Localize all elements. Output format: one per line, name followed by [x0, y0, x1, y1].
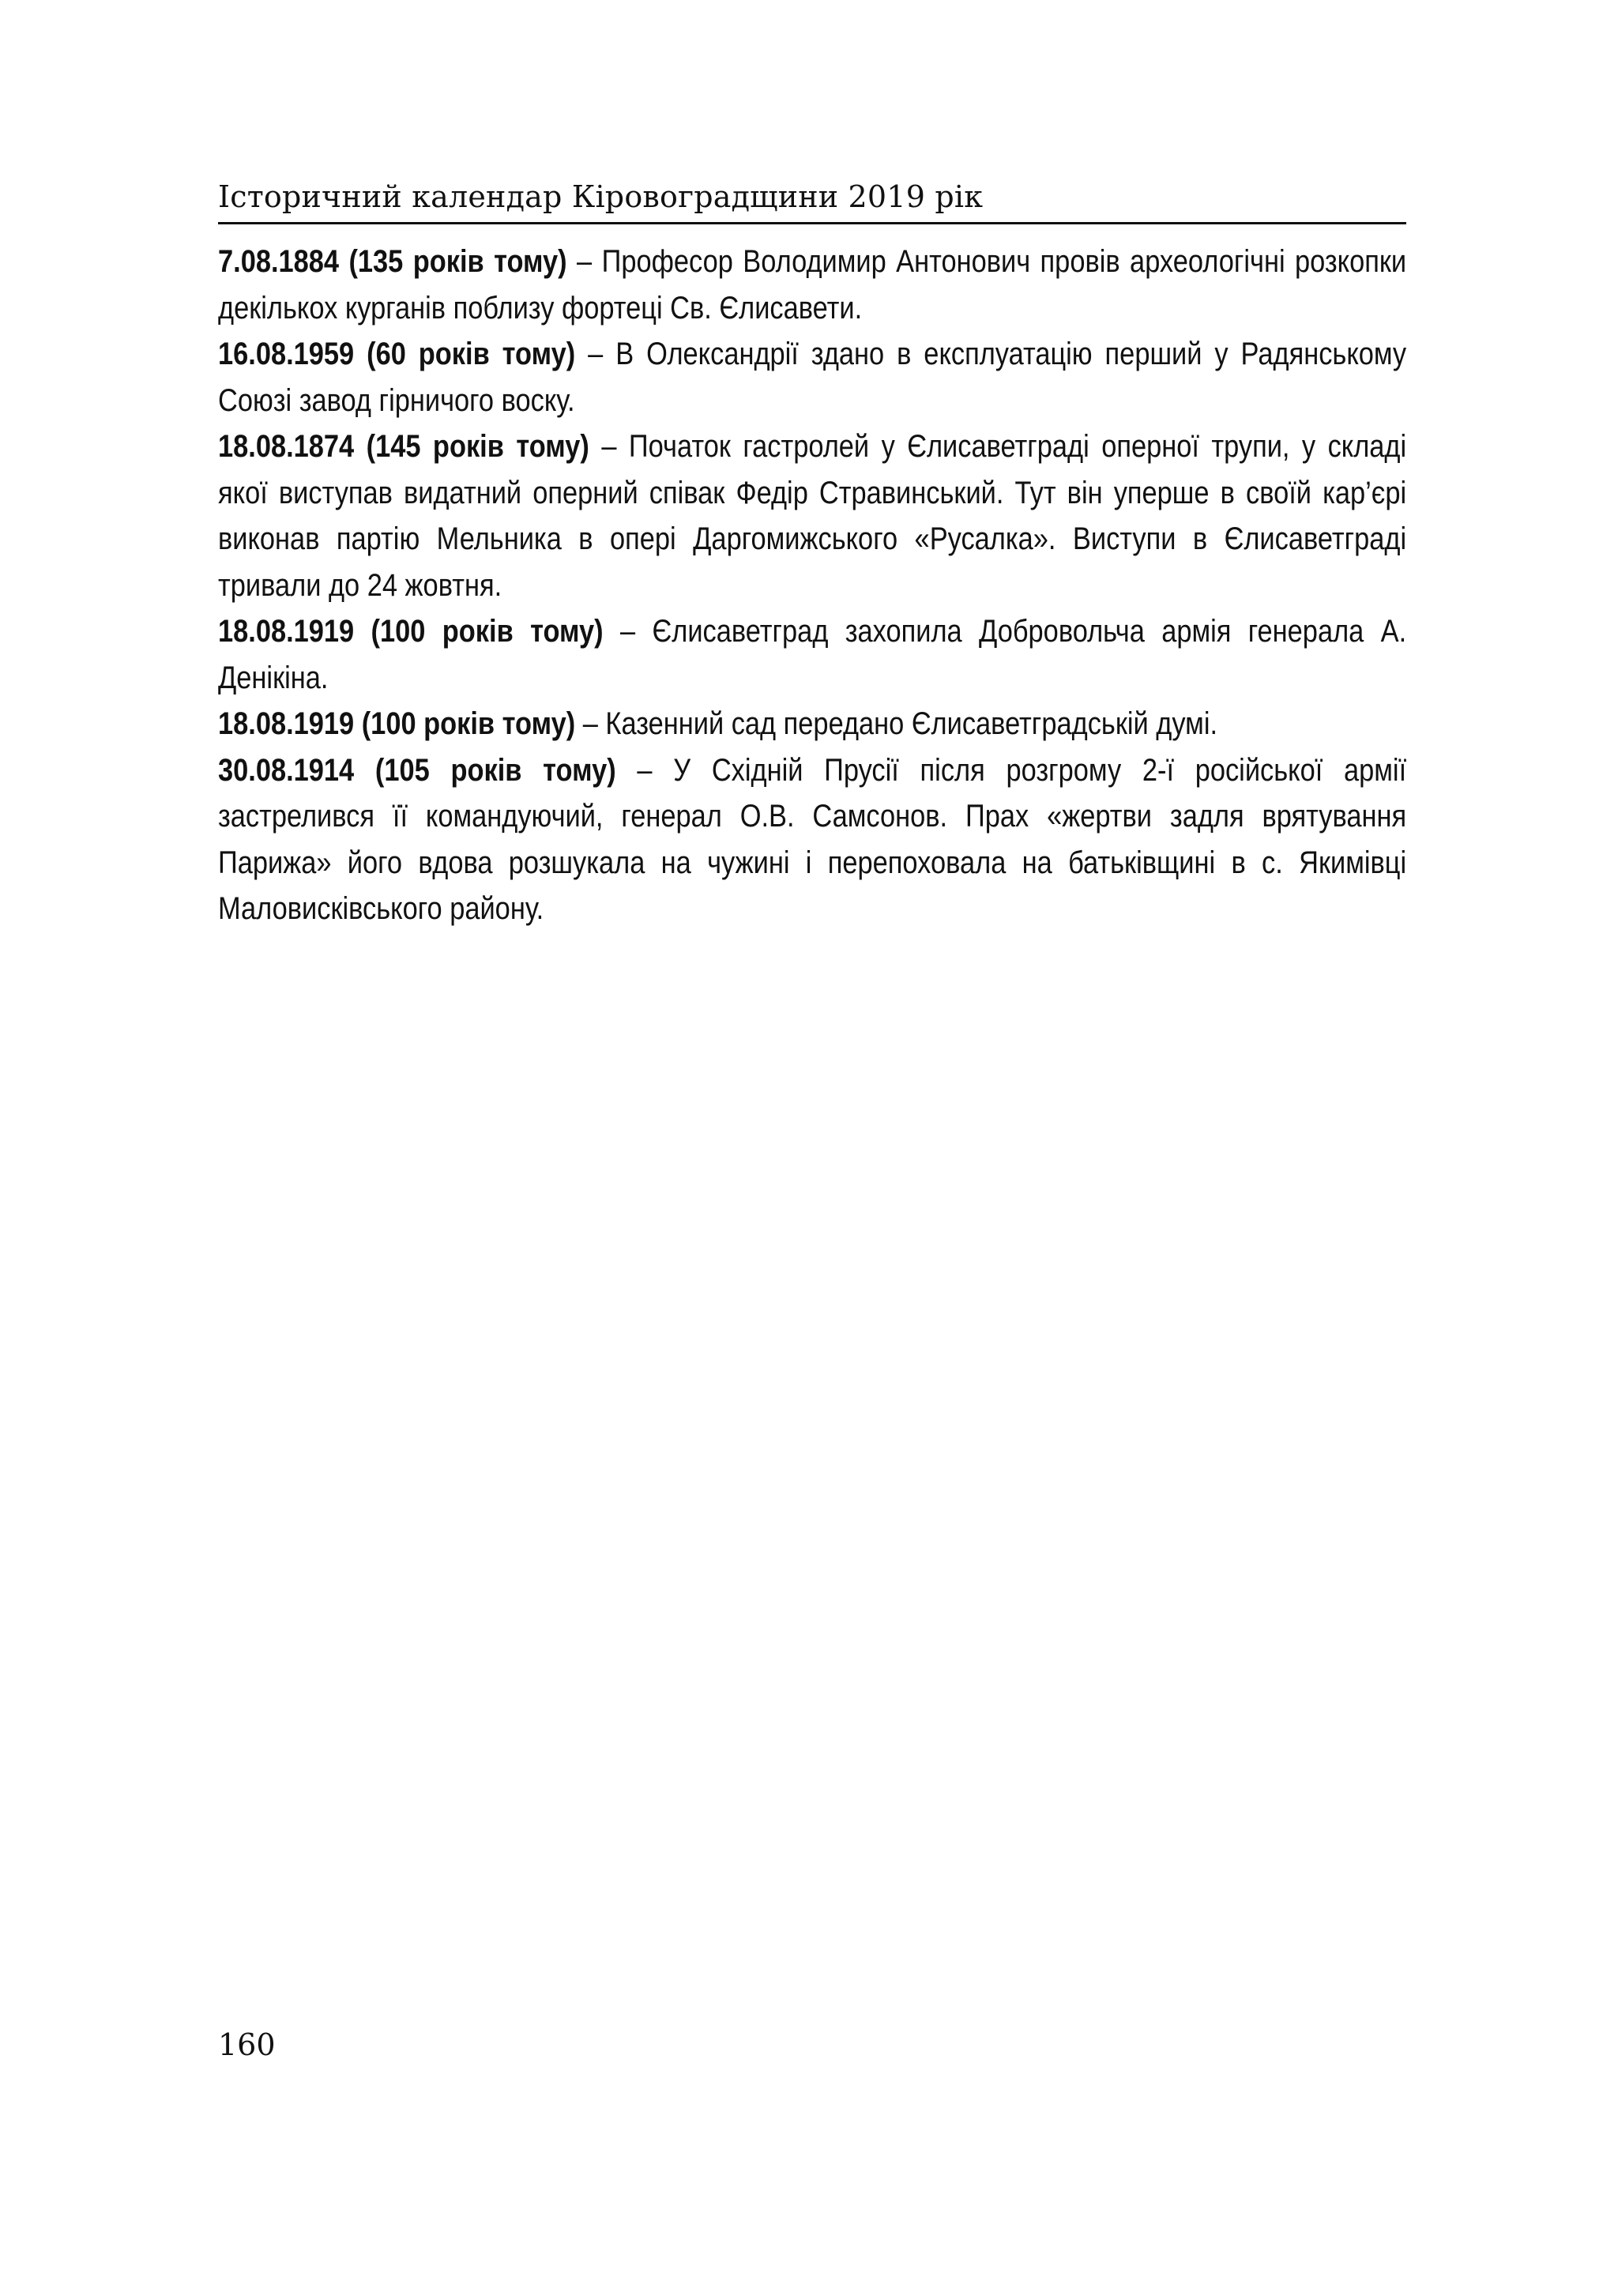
calendar-entry	[218, 331, 1406, 423]
entry-separator: –	[575, 337, 616, 371]
entry-separator: –	[589, 429, 629, 464]
calendar-entries	[218, 239, 1407, 932]
entry-text: Початок гастролей у Єлисаветграді оперної трупи, у складі якої виступав видатний оперний співак Федір Стравинський. Тут він уперше в своїй кар’єрі виконав партію Мельника в опері Даргомижського «Русалка». Виступи в Єлисаветграді тривали до 24 жовтня.	[218, 429, 1407, 603]
entry-separator: –	[566, 244, 602, 279]
entry-separator: –	[575, 706, 606, 741]
calendar-entry	[218, 608, 1406, 701]
entry-text: Казенний сад передано Єлисаветградській думі.	[605, 706, 1218, 741]
entry-date: 7.08.1884 (135 років тому)	[218, 244, 567, 279]
entry-date: 30.08.1914 (105 років тому)	[218, 752, 616, 788]
entry-date: 18.08.1919 (100 років тому)	[218, 706, 576, 741]
running-title: Історичний календар Кіровоградщини 2019 рік	[218, 179, 984, 214]
running-header	[218, 177, 1406, 224]
entry-text: У Східній Прусії після розгрому 2-ї російської армії застрелився її командуючий, генерал О.В. Самсонов. Прах «жертви задля врятування Парижа» його вдова розшукала на чужині і перепоховала на батьківщині в с. Якимівці Маловисківського району.	[218, 752, 1407, 926]
entry-text: Єлисаветград захопила Добровольча армія генерала А. Денікіна.	[218, 614, 1407, 695]
entry-date: 18.08.1874 (145 років тому)	[218, 429, 589, 464]
entry-date: 16.08.1959 (60 років тому)	[218, 337, 576, 371]
calendar-entry	[218, 747, 1406, 932]
entry-separator: –	[603, 614, 653, 649]
entry-date: 18.08.1919 (100 років тому)	[218, 614, 604, 649]
calendar-entry	[218, 239, 1406, 331]
entry-text: В Олександрії здано в експлуатацію перший у Радянському Союзі завод гірничого воску.	[218, 337, 1407, 418]
calendar-entry	[218, 423, 1406, 608]
entry-separator: –	[615, 752, 674, 788]
calendar-entry	[218, 701, 1406, 747]
entry-text: Професор Володимир Антонович провів археологічні розкопки декількох курганів поблизу фортеці Св. Єлисавети.	[218, 244, 1407, 326]
page-number: 160	[218, 2027, 276, 2062]
